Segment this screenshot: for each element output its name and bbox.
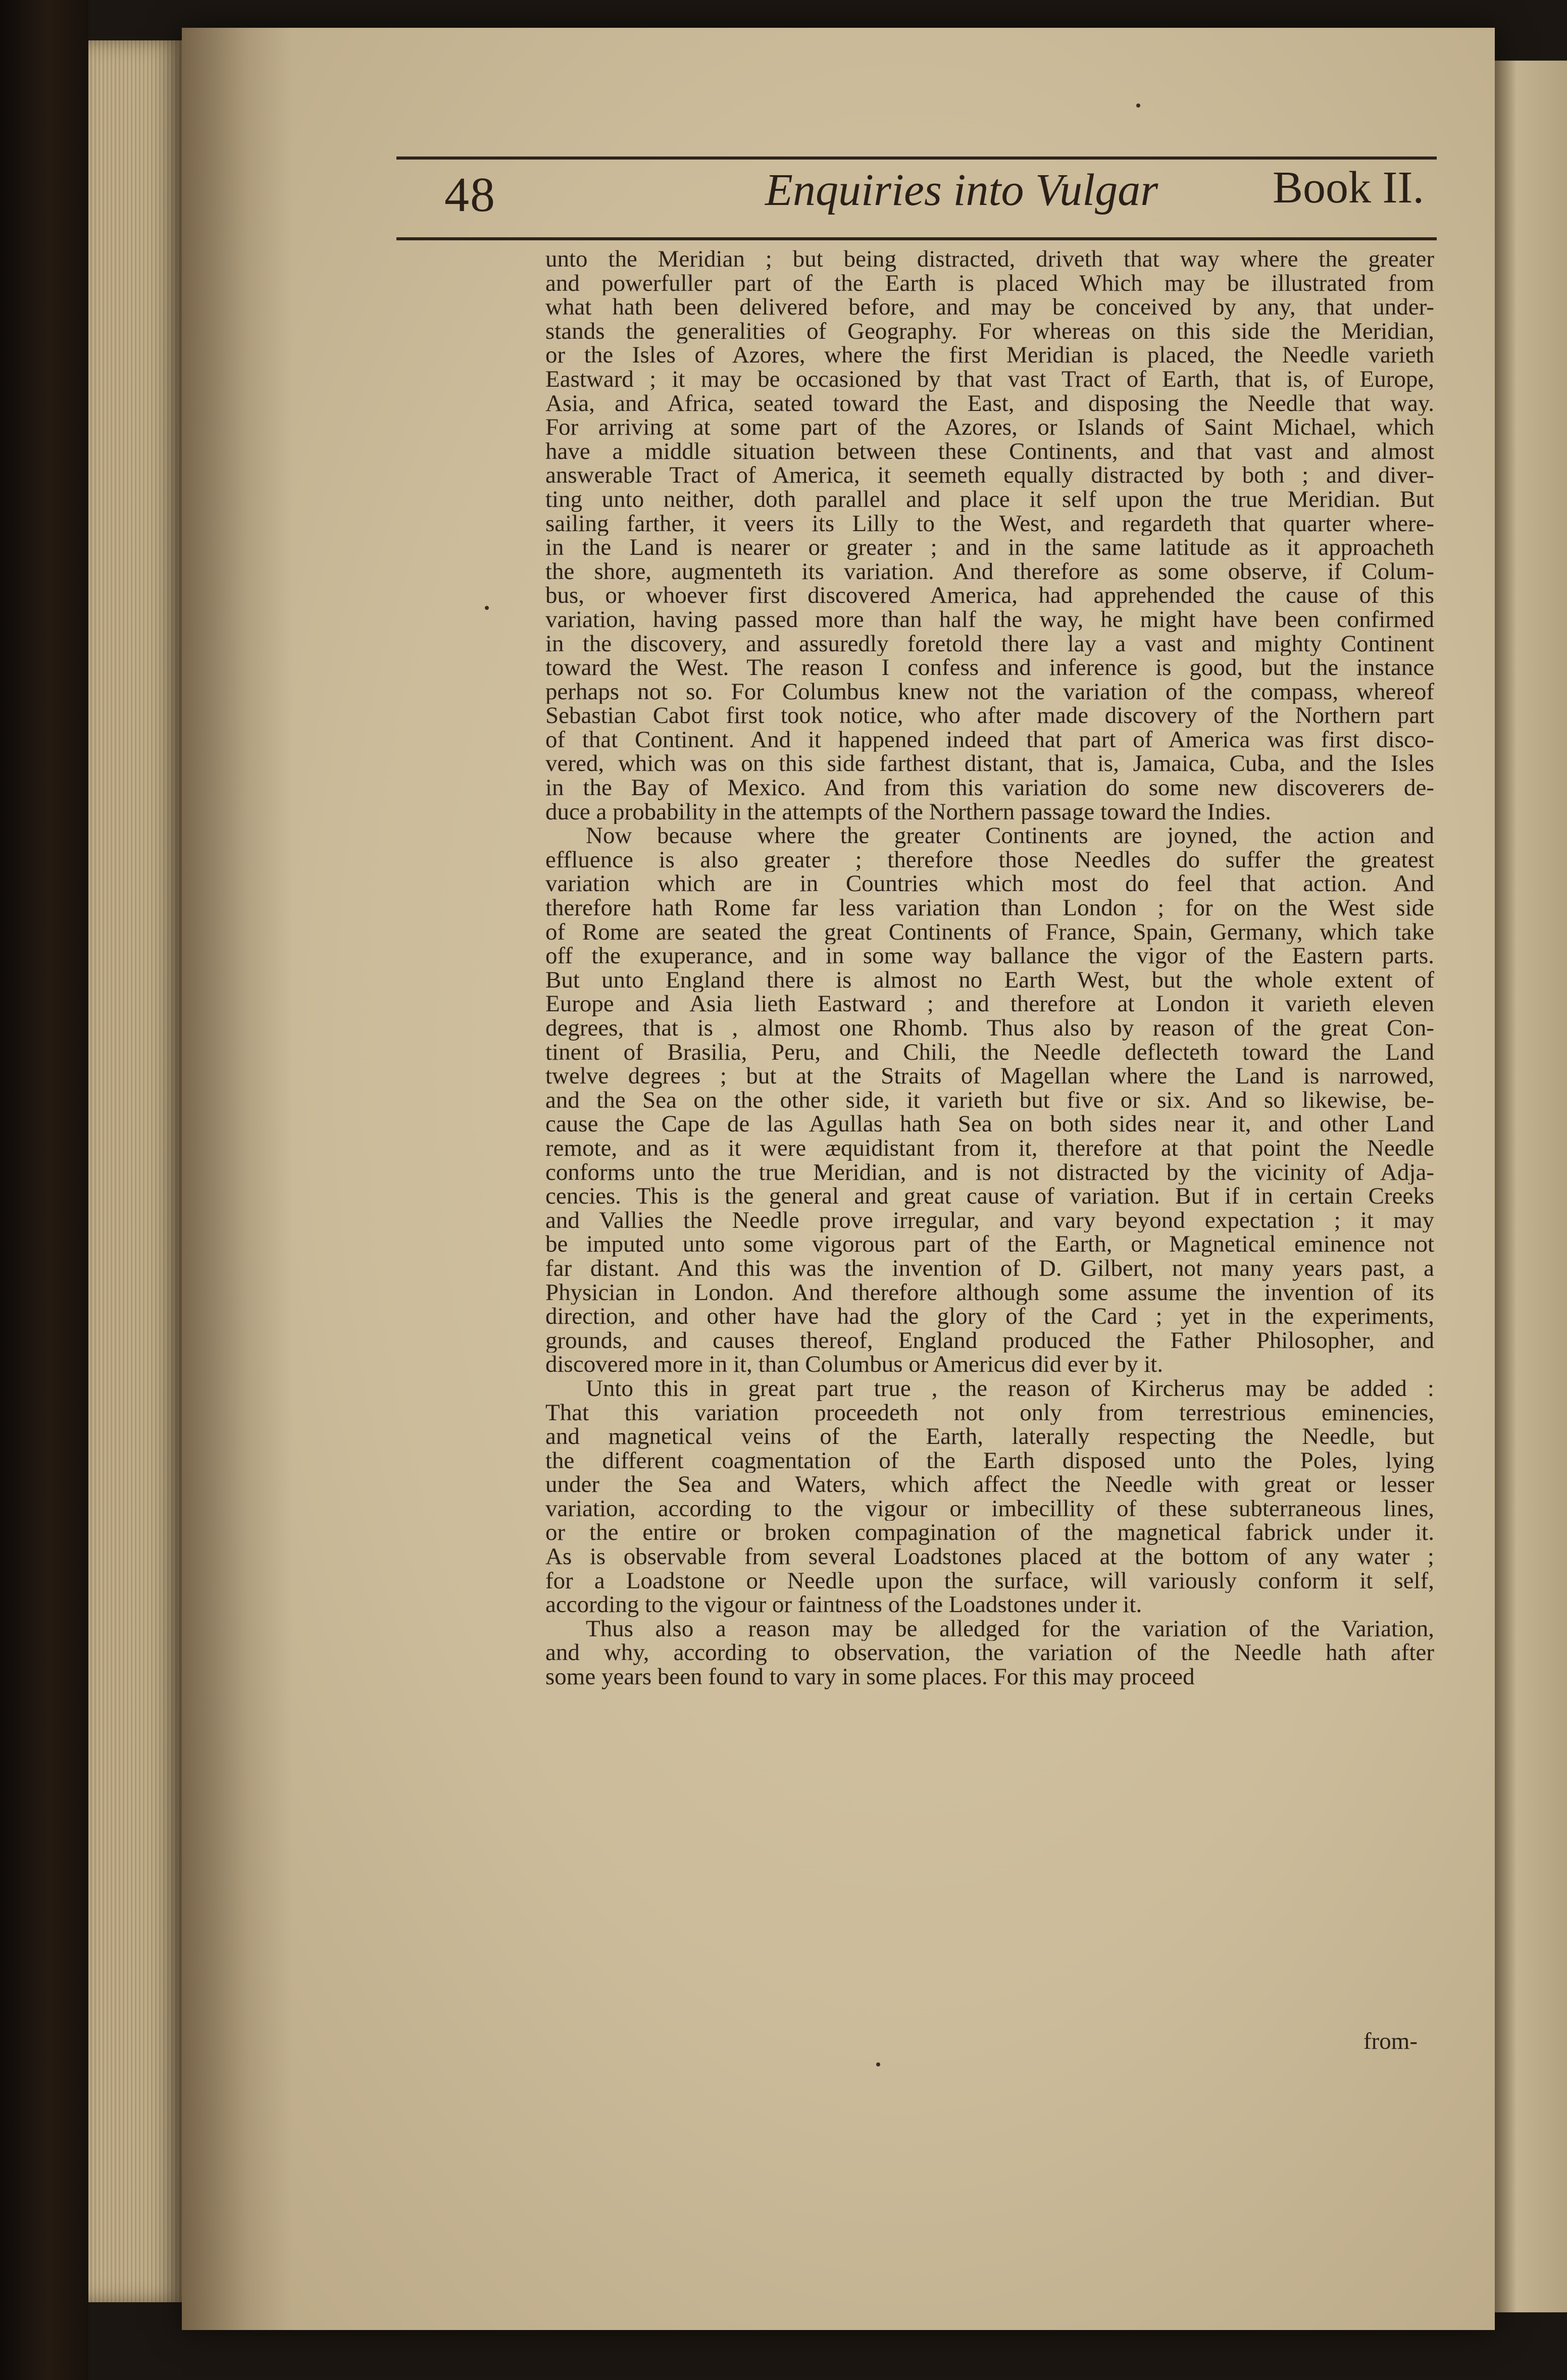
page-speck (1136, 104, 1140, 108)
text-line: variation, having passed more than half the way, he might have been confirmed (545, 607, 1434, 632)
running-title: Enquiries into Vulgar (765, 165, 1158, 215)
text-line: under the Sea and Waters, which affect the Needle with great or lesser (545, 1473, 1434, 1497)
text-line: For arriving at some part of the Azores, or Islands of Saint Michael, which (545, 416, 1434, 440)
text-line: in the discovery, and assuredly foretold there lay a vast and mighty Continent (545, 632, 1434, 656)
text-line: twelve degrees ; but at the Straits of Magellan where the Land is narrowed, (545, 1064, 1434, 1089)
text-line: variation, according to the vigour or imbecillity of these subterraneous lines, (545, 1496, 1434, 1521)
text-line: That this variation proceedeth not only from terrestrious eminencies, (545, 1401, 1434, 1425)
text-line: according to the vigour or faintness of the Loadstones under it. (545, 1593, 1142, 1617)
book-part: Book II. (1273, 163, 1424, 213)
header-rule-bottom (396, 237, 1437, 240)
text-line: remote, and as it were æquidistant from it, therefore at that point the Needle (545, 1136, 1434, 1161)
page-speck (485, 606, 489, 610)
text-line: sailing farther, it veers its Lilly to the West, and regardeth that quarter where- (545, 511, 1434, 536)
page-number: 48 (444, 168, 496, 222)
text-line: answerable Tract of America, it seemeth equally distracted by both ; and diver- (545, 463, 1434, 488)
text-line: in the Bay of Mexico. And from this variation do some new discoverers de- (545, 776, 1434, 800)
text-line: Eastward ; it may be occasioned by that vast Tract of Earth, that is, of Europe, (545, 367, 1434, 392)
text-line: off the exuperance, and in some way ballance the vigor of the Eastern parts. (545, 944, 1434, 968)
text-line: far distant. And this was the invention of D. Gilbert, not many years past, a (545, 1256, 1434, 1281)
text-line: variation which are in Countries which most do feel that action. And (545, 872, 1434, 897)
text-line: As is observable from several Loadstones placed at the bottom of any water ; (545, 1545, 1434, 1569)
text-line: the different coagmentation of the Earth disposed unto the Poles, lying (545, 1448, 1434, 1473)
text-line: and why, according to observation, the variation of the Needle hath after (545, 1641, 1434, 1666)
text-line: have a middle situation between these Continents, and that vast and almost (545, 439, 1434, 464)
text-line: degrees, that is , almost one Rhomb. Thus also by reason of the great Con- (545, 1016, 1434, 1041)
text-line: stands the generalities of Geography. For whereas on this side the Meridian, (545, 319, 1434, 344)
text-line: in the Land is nearer or greater ; and in the same latitude as it approacheth (545, 536, 1434, 560)
text-line: tinent of Brasilia, Peru, and Chili, the Needle deflecteth toward the Land (545, 1040, 1434, 1065)
text-line: toward the West. The reason I confess and inference is good, but the instance (545, 656, 1434, 680)
text-line: bus, or whoever first discovered America, had apprehended the cause of this (545, 584, 1434, 608)
text-line: Asia, and Africa, seated toward the East, and disposing the Needle that way. (545, 391, 1434, 416)
text-line: or the entire or broken compagination of the magnetical fabrick under it. (545, 1521, 1434, 1545)
text-line: and the Sea on the other side, it varieth but five or six. And so likewise, be- (545, 1088, 1434, 1113)
text-line: Unto this in great part true , the reason of Kircherus may be added : (586, 1376, 1434, 1401)
text-line: ting unto neither, doth parallel and place it self upon the true Meridian. But (545, 487, 1434, 512)
text-line: discovered more in it, than Columbus or Americus did ever by it. (545, 1353, 1164, 1377)
next-page-edge (1495, 61, 1567, 2312)
text-line: conforms unto the true Meridian, and is not distracted by the vicinity of Adja- (545, 1160, 1434, 1185)
text-line: duce a probability in the attempts of the Northern passage toward the Indies. (545, 800, 1271, 824)
text-line: Europe and Asia lieth Eastward ; and therefore at London it varieth eleven (545, 992, 1434, 1016)
text-line: and Vallies the Needle prove irregular, and vary beyond expectation ; it may (545, 1208, 1434, 1233)
header-rule-top (396, 157, 1437, 160)
text-line: the shore, augmenteth its variation. And therefore as some observe, if Colum- (545, 559, 1434, 584)
text-line: grounds, and causes thereof, England produced the Father Philosopher, and (545, 1328, 1434, 1353)
page-edges (88, 40, 189, 2302)
text-line: Physician in London. And therefore although some assume the invention of its (545, 1280, 1434, 1305)
text-line: perhaps not so. For Columbus knew not the variation of the compass, whereof (545, 680, 1434, 704)
text-line: for a Loadstone or Needle upon the surface, will variously conform it self, (545, 1569, 1434, 1593)
text-line: Thus also a reason may be alledged for the variation of the Variation, (586, 1617, 1434, 1641)
text-line: effluence is also greater ; therefore those Needles do suffer the greatest (545, 848, 1434, 872)
page-speck (876, 2062, 880, 2066)
text-line: unto the Meridian ; but being distracted, driveth that way where the greater (545, 247, 1434, 272)
text-line: of that Continent. And it happened indeed that part of America was first disco- (545, 728, 1434, 752)
text-line: But unto England there is almost no Earth West, but the whole extent of (545, 968, 1434, 993)
text-line: what hath been delivered before, and may be conceived by any, that under- (545, 295, 1434, 320)
gutter-shadow (182, 28, 293, 2330)
book-binding (0, 0, 88, 2380)
text-line: of Rome are seated the great Continents of France, Spain, Germany, which take (545, 920, 1434, 945)
text-line: direction, and other have had the glory of the Card ; yet in the experiments, (545, 1305, 1434, 1329)
text-line: some years been found to vary in some places. For this may proceed (545, 1665, 1195, 1689)
text-line: Now because where the greater Continents are joyned, the action and (586, 824, 1434, 848)
text-line: and powerfuller part of the Earth is placed Which may be illustrated from (545, 271, 1434, 296)
text-line: and magnetical veins of the Earth, laterally respecting the Needle, but (545, 1425, 1434, 1449)
text-line: therefore hath Rome far less variation than London ; for on the West side (545, 896, 1434, 920)
text-line: cencies. This is the general and great cause of variation. But if in certain Creeks (545, 1184, 1434, 1209)
text-line: vered, which was on this side farthest distant, that is, Jamaica, Cuba, and the Isles (545, 752, 1434, 777)
text-line: cause the Cape de las Agullas hath Sea on both sides near it, and other Land (545, 1112, 1434, 1136)
body-text (545, 247, 1434, 1689)
text-line: or the Isles of Azores, where the first Meridian is placed, the Needle varieth (545, 343, 1434, 368)
catchword: from- (1363, 2028, 1418, 2054)
text-line: be imputed unto some vigorous part of the Earth, or Magnetical eminence not (545, 1232, 1434, 1257)
text-line: Sebastian Cabot first took notice, who after made discovery of the Northern part (545, 704, 1434, 728)
